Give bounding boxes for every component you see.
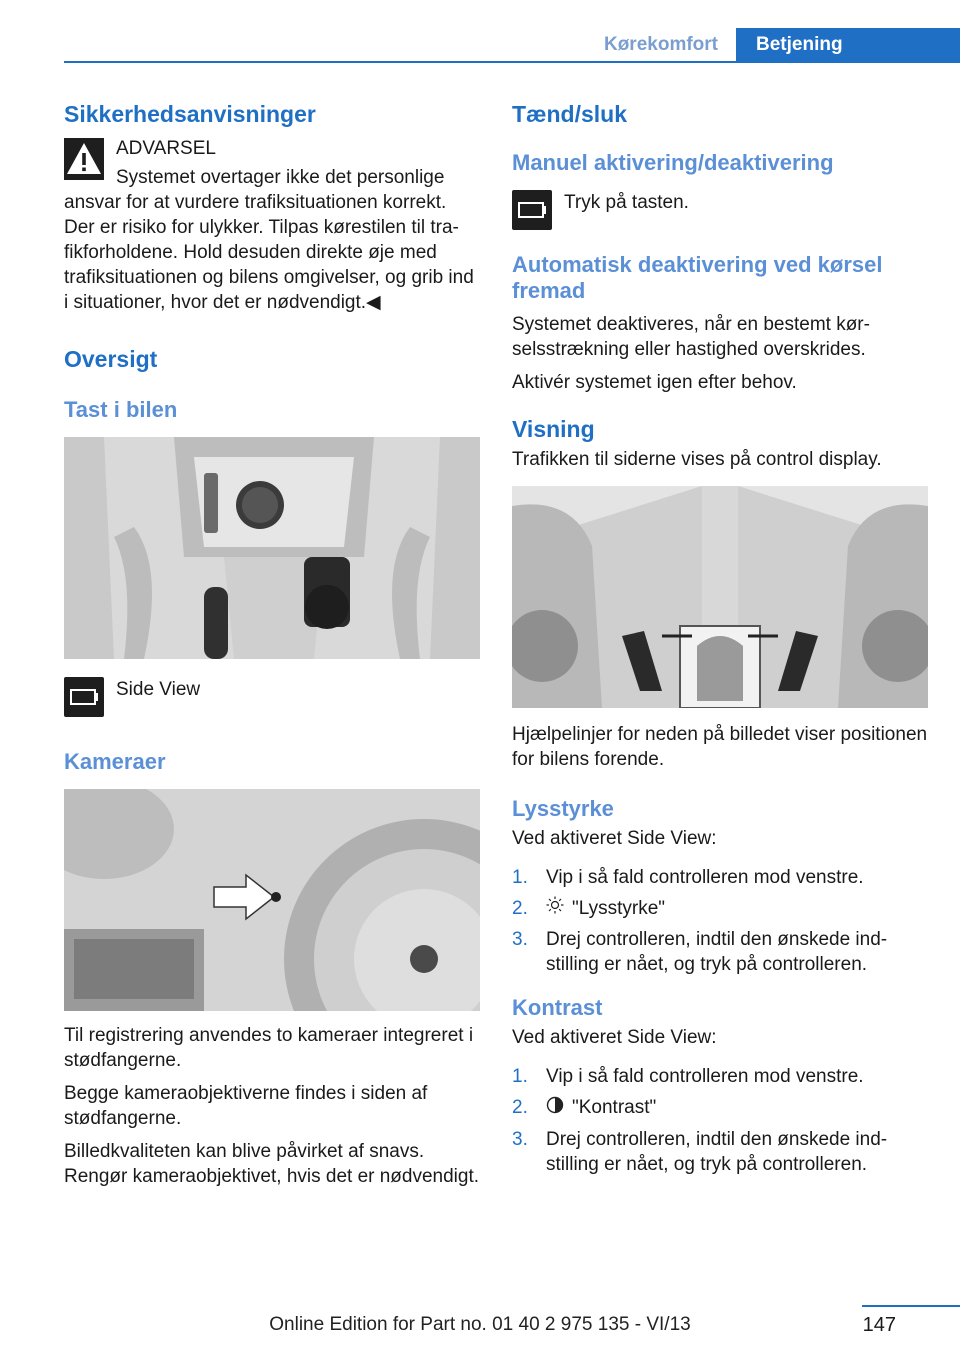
cameras-heading: Kameraer	[64, 749, 166, 774]
cameras-p1: Til registrering anvendes to kameraer integreret i stødfangerne.	[64, 1025, 474, 1071]
warning-icon	[64, 138, 104, 180]
warning-block	[64, 136, 480, 190]
cameras-p2: Begge kameraobjektiverne findes i siden af stødfangerne.	[64, 1083, 428, 1129]
brightness-steps	[512, 865, 928, 977]
tab-korekomfort[interactable]: Kørekomfort	[603, 33, 718, 55]
side-view-display-image	[512, 486, 928, 708]
contrast-icon	[546, 1096, 572, 1121]
brightness-icon	[546, 896, 572, 921]
center-console-image	[64, 437, 480, 659]
manual-heading: Manuel aktivering/deaktivering	[512, 150, 834, 175]
list-item: 2. "Lysstyrke"	[512, 896, 928, 921]
warning-title: ADVARSEL	[116, 138, 216, 159]
overview-heading: Oversigt	[64, 346, 158, 372]
brightness-intro: Ved aktiveret Side View:	[512, 828, 717, 849]
list-item: 1. Vip i så fald controlleren mod venstre.	[512, 1066, 864, 1088]
tab-betjening[interactable]: Betjening	[736, 28, 960, 61]
cameras-p3: Billedkvaliteten kan blive påvirket af snavs. Rengør kameraobjektivet, hvis det er nødvendigt.	[64, 1141, 480, 1187]
header-rule	[64, 61, 960, 63]
display-p1: Trafikken til siderne vises på control display.	[512, 449, 882, 470]
manual-button-row	[512, 190, 928, 232]
list-item: 3. Drej controlleren, indtil den ønskede indstilling er nået, og tryk på controlleren.	[512, 929, 888, 976]
auto-heading: Automatisk deaktivering ved kørsel fremad	[512, 252, 883, 303]
side-view-label: Side View	[116, 679, 201, 700]
footer-rule	[862, 1305, 960, 1307]
side-view-button-icon	[64, 677, 104, 717]
left-column	[64, 100, 480, 1189]
brightness-heading: Lysstyrke	[512, 796, 614, 821]
list-item: 3. Drej controlleren, indtil den ønskede indstilling er nået, og tryk på controlleren.	[512, 1128, 888, 1175]
edition-footer: Online Edition for Part no. 01 40 2 975 135 - VI/13	[269, 1314, 691, 1335]
button-heading: Tast i bilen	[64, 397, 178, 422]
right-column	[512, 100, 928, 1183]
warning-text: ansvar for at vurdere trafiksituationen korrekt. Der er risiko for ulykker. Tilpas kørestilen til trafikforholdene. Hold desuden direkte øje med trafiksituationen og bilens omgivelser, og grib ind i situationer, hvor det er nødvendigt.◀	[64, 192, 474, 313]
display-p2: Hjælpelinjer for neden på billedet viser positionen for bilens forende.	[512, 724, 928, 770]
onoff-heading: Tænd/sluk	[512, 101, 628, 127]
display-heading: Visning	[512, 416, 595, 442]
side-view-button-row	[64, 677, 480, 719]
auto-p2: Aktivér systemet igen efter behov.	[512, 372, 797, 393]
auto-p1: Systemet deaktiveres, når en bestemt kørselsstrækning eller hastighed overskrides.	[512, 314, 870, 360]
page-number: 147	[862, 1314, 896, 1336]
list-item: 1. Vip i så fald controlleren mod venstre.	[512, 867, 864, 888]
contrast-heading: Kontrast	[512, 995, 603, 1021]
side-view-button-icon-2	[512, 190, 552, 230]
warning-first-line: Systemet overtager ikke det personlige	[116, 167, 445, 188]
press-button-text: Tryk på tasten.	[564, 192, 689, 213]
bumper-camera-image	[64, 789, 480, 1011]
list-item: 2. "Kontrast"	[512, 1095, 928, 1120]
safety-heading: Sikkerhedsanvisninger	[64, 101, 316, 127]
contrast-steps	[512, 1064, 928, 1176]
contrast-intro: Ved aktiveret Side View:	[512, 1027, 717, 1049]
